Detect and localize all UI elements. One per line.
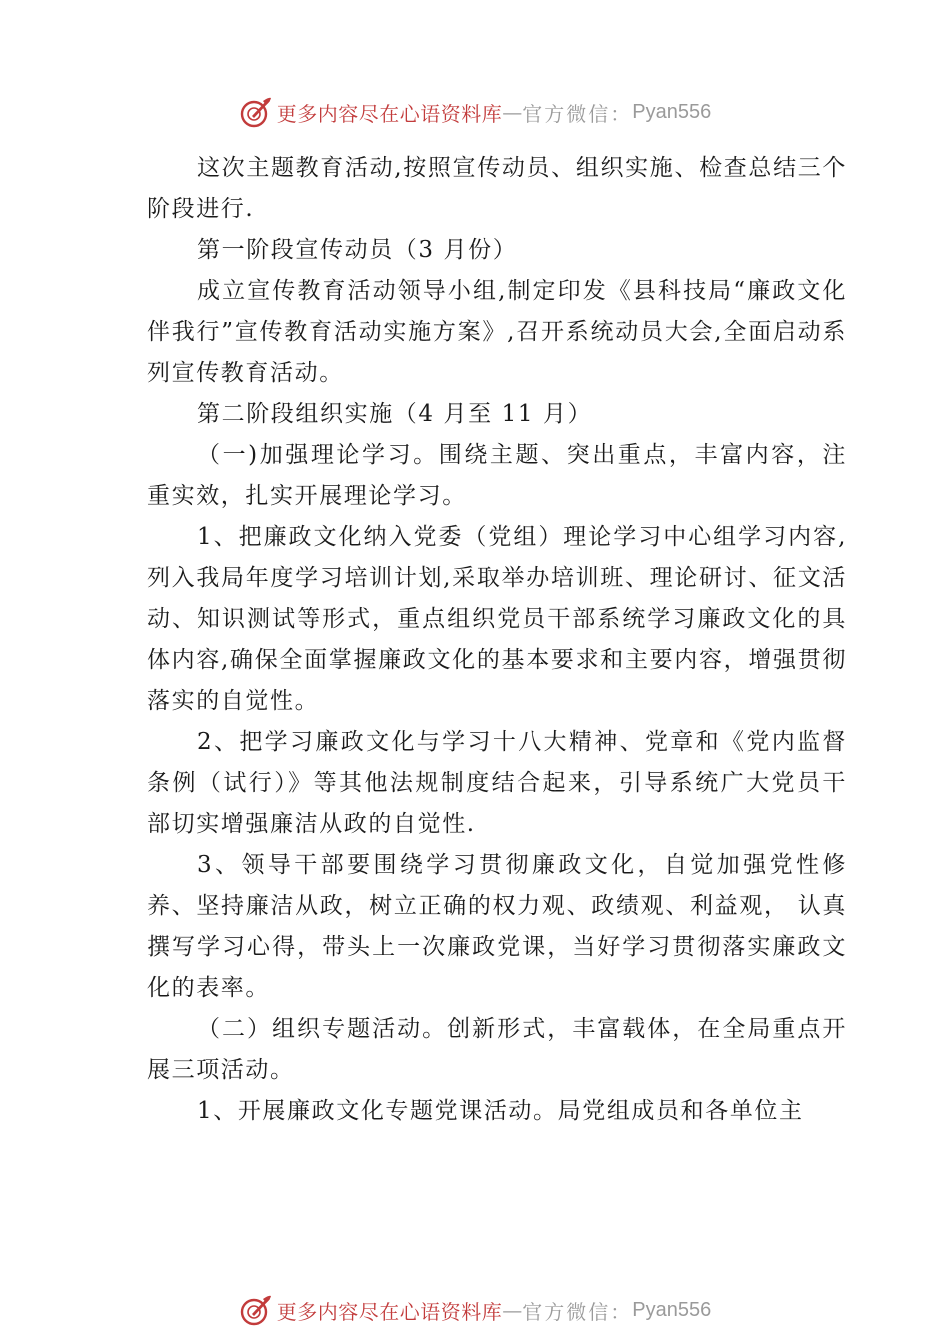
paragraph: 2、把学习廉政文化与学习十八大精神、党章和《党内监督条例（试行）》等其他法规制度结合起来，引导系统广大党员干部切实增强廉洁从政的自觉性. [147,729,847,837]
header-watermark-banner [0,92,950,132]
banner-wechat-label: 官方微信： [522,101,633,126]
banner-separator: — [502,100,523,124]
paragraph: 这次主题教育活动,按照宣传动员、组织实施、检查总结三个阶段进行. [147,155,847,222]
footer-watermark-banner [0,1290,950,1330]
section-heading-stage-one: 第一阶段宣传动员（3 月份） [197,237,518,263]
banner-text: 更多内容尽在心语资料库 [276,1299,503,1324]
banner-wechat-id: Pyan556 [632,1298,712,1321]
paragraph: 3、领导干部要围绕学习贯彻廉政文化，自觉加强党性修养、坚持廉洁从政，树立正确的权力观、政绩观、利益观， 认真撰写学习心得，带头上一次廉政党课，当好学习贯彻落实廉政文化的表率。 [147,852,847,1001]
banner-wechat-label: 官方微信： [522,1299,633,1324]
paragraph: 成立宣传教育活动领导小组,制定印发《县科技局“廉政文化伴我行”宣传教育活动实施方案》,召开系统动员大会,全面启动系列宣传教育活动。 [147,278,847,386]
banner-text: 更多内容尽在心语资料库 [276,101,503,126]
quill-logo-icon [239,1293,273,1327]
document-body [147,148,847,1132]
paragraph: （一)加强理论学习。围绕主题、突出重点，丰富内容，注重实效，扎实开展理论学习。 [147,442,847,509]
paragraph: 1、开展廉政文化专题党课活动。局党组成员和各单位主 [197,1098,804,1124]
banner-wechat-id: Pyan556 [632,100,712,123]
paragraph: 1、把廉政文化纳入党委（党组）理论学习中心组学习内容,列入我局年度学习培训计划,采取举办培训班、理论研讨、征文活动、知识测试等形式，重点组织党员干部系统学习廉政文化的具体内容,确保全面掌握廉政文化的基本要求和主要内容，增强贯彻落实的自觉性。 [147,524,847,714]
paragraph: （二）组织专题活动。创新形式，丰富载体，在全局重点开展三项活动。 [147,1016,847,1083]
banner-separator: — [502,1298,523,1322]
quill-logo-icon [239,95,273,129]
section-heading-stage-two: 第二阶段组织实施（4 月至 11 月） [197,401,593,427]
